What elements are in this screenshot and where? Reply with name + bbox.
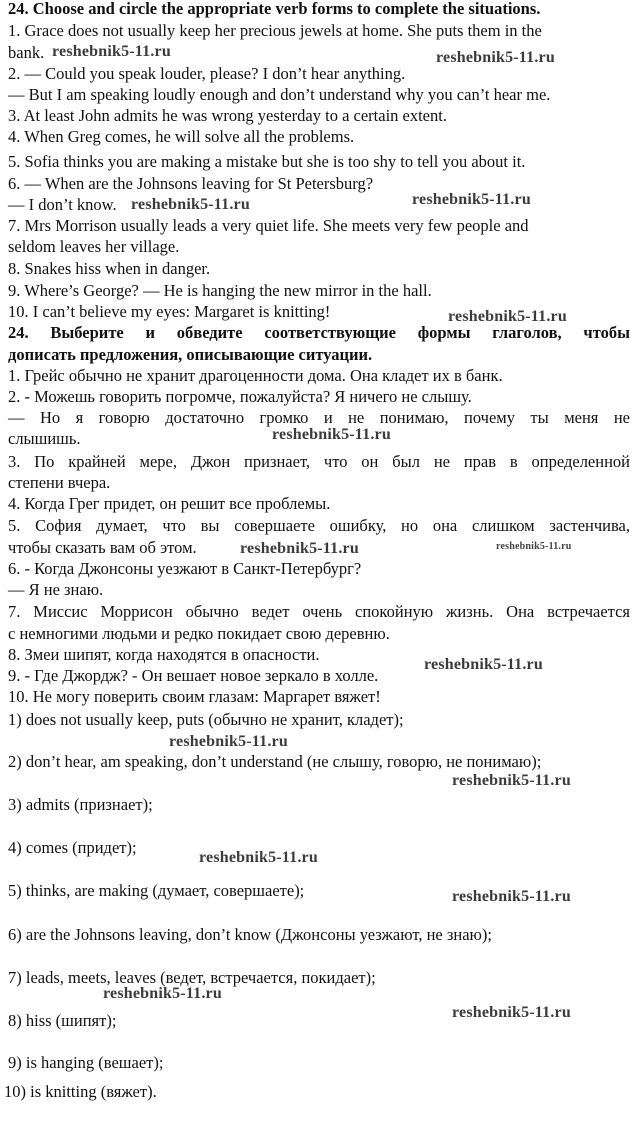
watermark: reshebnik5-11.ru bbox=[199, 849, 318, 866]
task-title-ru-2: дописать предложения, описывающие ситуации. bbox=[8, 345, 373, 364]
watermark: reshebnik5-11.ru bbox=[448, 308, 567, 325]
answer-line: 2) don’t hear, am speaking, don’t understand (не слышу, говорю, не понимаю); bbox=[8, 752, 542, 771]
watermark: reshebnik5-11.ru bbox=[452, 888, 571, 905]
task-line-ru: 10. Не могу поверить своим глазам: Маргарет вяжет! bbox=[8, 687, 381, 706]
task-line-ru: — Но я говорю достаточно громко и не понимаю, почему ты меня не bbox=[8, 408, 630, 427]
watermark-small: reshebnik5-11.ru bbox=[496, 541, 572, 552]
answer-line: 6) are the Johnsons leaving, don’t know (Джонсоны уезжают, не знаю); bbox=[8, 925, 492, 944]
task-title-en: 24. Choose and circle the appropriate verb forms to complete the situations. bbox=[8, 0, 541, 18]
answer-line: 4) comes (придет); bbox=[8, 838, 137, 857]
watermark: reshebnik5-11.ru bbox=[103, 985, 222, 1002]
task-line-ru: с немногими людьми и редко покидает свою деревню. bbox=[8, 624, 390, 643]
task-line: 1. Grace does not usually keep her precious jewels at home. She puts them in the bbox=[8, 21, 542, 40]
task-line: 5. Sofia thinks you are making a mistake but she is too shy to tell you about it. bbox=[8, 152, 526, 171]
task-line-ru: 5. София думает, что вы совершаете ошибку, но она слишком застенчива, bbox=[8, 516, 630, 535]
task-line-ru: 3. По крайней мере, Джон признает, что он был не прав в определенной bbox=[8, 452, 630, 471]
answer-line: 1) does not usually keep, puts (обычно не хранит, кладет); bbox=[8, 710, 404, 729]
task-line: 9. Where’s George? — He is hanging the new mirror in the hall. bbox=[8, 281, 432, 300]
watermark: reshebnik5-11.ru bbox=[131, 196, 250, 213]
task-line: 3. At least John admits he was wrong yesterday to a certain extent. bbox=[8, 106, 447, 125]
task-line: 2. — Could you speak louder, please? I don’t hear anything. bbox=[8, 64, 406, 83]
task-line-ru: 9. - Где Джордж? - Он вешает новое зеркало в холле. bbox=[8, 666, 379, 685]
watermark: reshebnik5-11.ru bbox=[52, 43, 171, 60]
answer-line: 9) is hanging (вешает); bbox=[8, 1053, 164, 1072]
task-line-ru: 8. Змеи шипят, когда находятся в опасности. bbox=[8, 645, 320, 664]
answer-line: 10) is knitting (вяжет). bbox=[4, 1082, 157, 1101]
task-line-ru: 2. - Можешь говорить погромче, пожалуйста? Я ничего не слышу. bbox=[8, 387, 472, 406]
task-line-ru: 4. Когда Грег придет, он решит все проблемы. bbox=[8, 494, 331, 513]
task-line-ru: 7. Миссис Моррисон обычно ведет очень спокойную жизнь. Она встречается bbox=[8, 602, 630, 621]
answer-line: 5) thinks, are making (думает, совершаете); bbox=[8, 881, 305, 900]
answer-line: 7) leads, meets, leaves (ведет, встречается, покидает); bbox=[8, 968, 376, 987]
task-line-ru: степени вчера. bbox=[8, 473, 111, 492]
watermark: reshebnik5-11.ru bbox=[452, 772, 571, 789]
task-line-ru: чтобы сказать вам об этом. bbox=[8, 538, 197, 557]
task-line: — But I am speaking loudly enough and don’t understand why you can’t hear me. bbox=[8, 85, 551, 104]
task-line: 10. I can’t believe my eyes: Margaret is knitting! bbox=[8, 302, 331, 321]
task-line-ru: 1. Грейс обычно не хранит драгоценности дома. Она кладет их в банк. bbox=[8, 366, 503, 385]
task-line: — I don’t know. bbox=[8, 195, 117, 214]
watermark: reshebnik5-11.ru bbox=[436, 49, 555, 66]
watermark: reshebnik5-11.ru bbox=[272, 426, 391, 443]
watermark: reshebnik5-11.ru bbox=[240, 540, 359, 557]
answer-line: 3) admits (признает); bbox=[8, 795, 153, 814]
task-line: seldom leaves her village. bbox=[8, 237, 180, 256]
task-line: 7. Mrs Morrison usually leads a very quiet life. She meets very few people and bbox=[8, 216, 529, 235]
watermark: reshebnik5-11.ru bbox=[169, 733, 288, 750]
watermark: reshebnik5-11.ru bbox=[412, 191, 531, 208]
task-line: bank. bbox=[8, 43, 45, 62]
task-title-ru: 24. Выберите и обведите соответствующие формы глаголов, чтобы bbox=[8, 323, 630, 342]
watermark: reshebnik5-11.ru bbox=[424, 656, 543, 673]
task-line: 6. — When are the Johnsons leaving for St Petersburg? bbox=[8, 174, 374, 193]
answer-line: 8) hiss (шипят); bbox=[8, 1011, 117, 1030]
watermark: reshebnik5-11.ru bbox=[452, 1004, 571, 1021]
task-line: 4. When Greg comes, he will solve all the problems. bbox=[8, 127, 355, 146]
task-line-ru: слышишь. bbox=[8, 429, 81, 448]
task-line-ru: — Я не знаю. bbox=[8, 580, 104, 599]
task-line-ru: 6. - Когда Джонсоны уезжают в Санкт-Петербург? bbox=[8, 559, 362, 578]
task-line: 8. Snakes hiss when in danger. bbox=[8, 259, 211, 278]
